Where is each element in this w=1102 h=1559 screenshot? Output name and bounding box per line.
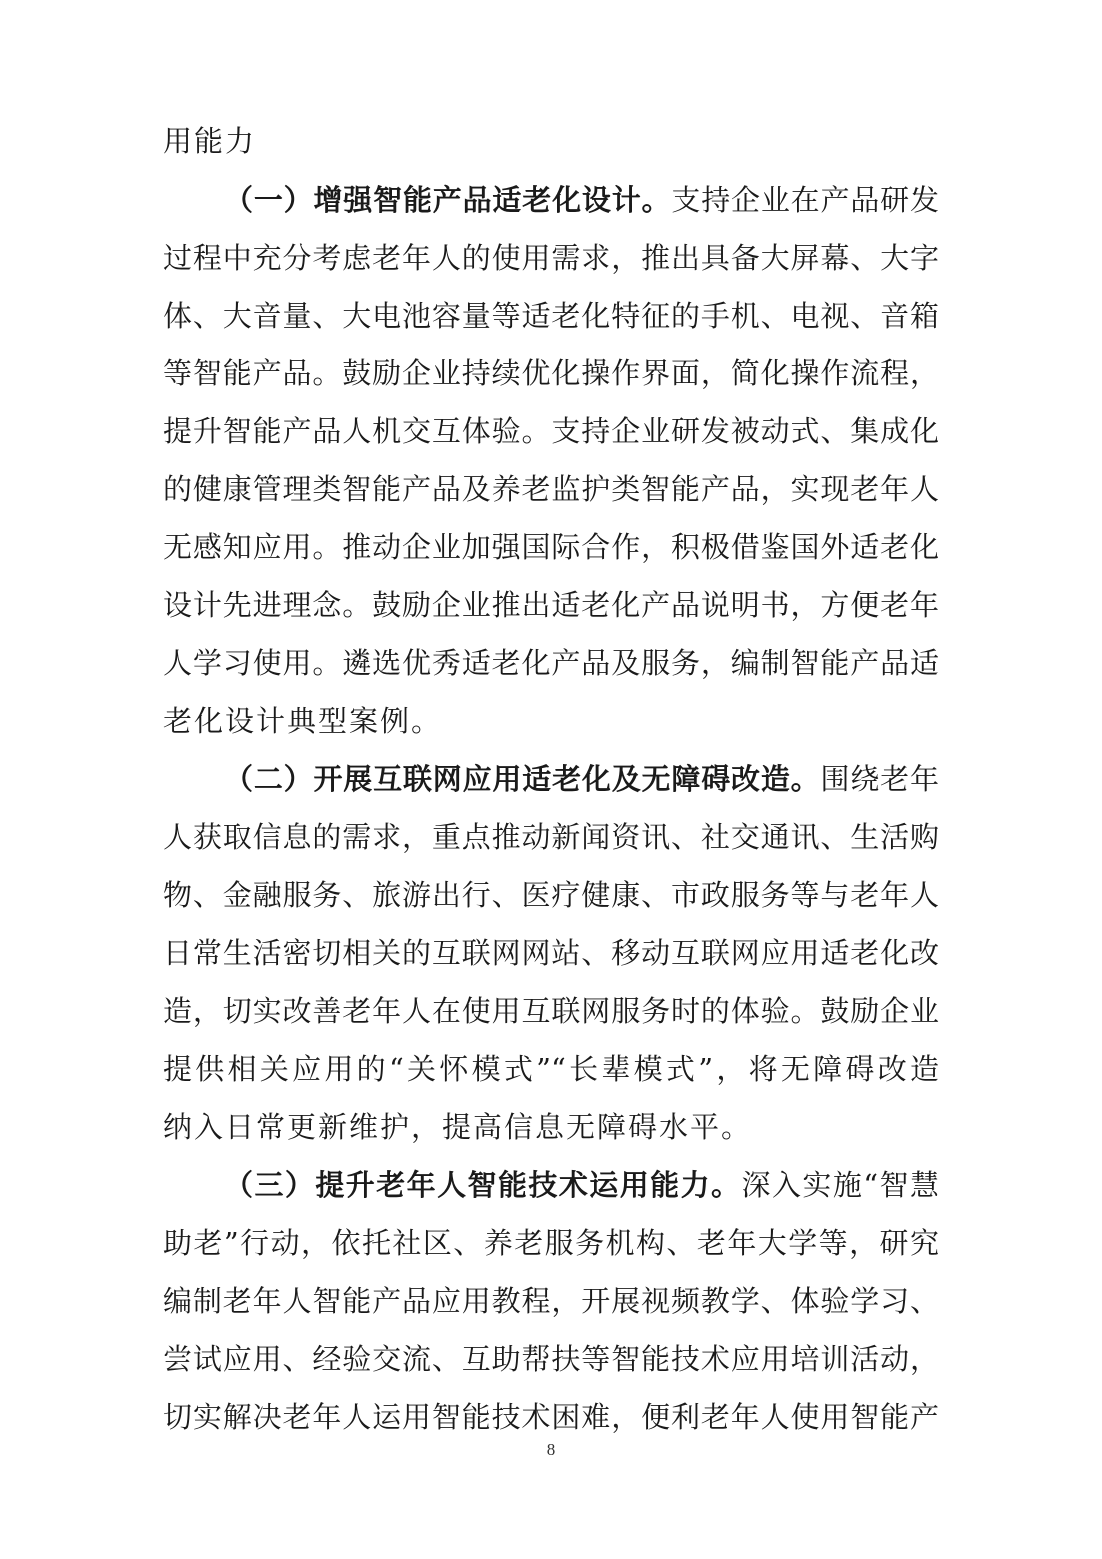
- page-number: 8: [546, 1440, 556, 1459]
- text-line: 等智能产品。鼓励企业持续优化操作界面，简化操作流程，: [163, 356, 939, 390]
- text-line: 尝试应用、经验交流、互助帮扶等智能技术应用培训活动，: [163, 1342, 939, 1376]
- text-line: 纳入日常更新维护，提高信息无障碍水平。: [163, 1110, 753, 1144]
- text-line: 的健康管理类智能产品及养老监护类智能产品，实现老年人: [163, 472, 939, 506]
- text-line: 编制老年人智能产品应用教程，开展视频教学、体验学习、: [163, 1284, 939, 1318]
- section-number: （一）: [224, 183, 314, 217]
- text-line: 用能力: [163, 124, 257, 158]
- section-heading: 开展互联网应用适老化及无障碍改造。: [313, 762, 821, 796]
- text-line: 人获取信息的需求，重点推动新闻资讯、社交通讯、生活购: [163, 820, 939, 854]
- text-line: 老化设计典型案例。: [163, 704, 443, 738]
- section-heading-line: （二）开展互联网应用适老化及无障碍改造。围绕老年: [224, 762, 939, 796]
- section-heading-line: （一）增强智能产品适老化设计。支持企业在产品研发: [224, 183, 939, 217]
- section-number: （二）: [224, 762, 314, 796]
- text-line: 提升智能产品人机交互体验。支持企业研发被动式、集成化: [163, 414, 939, 448]
- text-line: 助老”行动，依托社区、养老服务机构、老年大学等，研究: [163, 1226, 939, 1260]
- text-line: 过程中充分考虑老年人的使用需求，推出具备大屏幕、大字: [163, 241, 939, 275]
- text-line: 无感知应用。推动企业加强国际合作，积极借鉴国外适老化: [163, 530, 939, 564]
- text-line: 日常生活密切相关的互联网网站、移动互联网应用适老化改: [163, 936, 939, 970]
- text-line: 体、大音量、大电池容量等适老化特征的手机、电视、音箱: [163, 299, 939, 333]
- text-line: 切实解决老年人运用智能技术困难，便利老年人使用智能产: [163, 1400, 939, 1434]
- text-line: 设计先进理念。鼓励企业推出适老化产品说明书，方便老年: [163, 588, 939, 622]
- text-line: 物、金融服务、旅游出行、医疗健康、市政服务等与老年人: [163, 878, 939, 912]
- section-heading: 增强智能产品适老化设计。: [313, 183, 672, 217]
- text-line: 人学习使用。遴选优秀适老化产品及服务，编制智能产品适: [163, 646, 939, 680]
- section-number: （三）: [224, 1168, 316, 1202]
- section-heading-line: （三）提升老年人智能技术运用能力。深入实施“智慧: [224, 1168, 939, 1202]
- text-line: 造，切实改善老年人在使用互联网服务时的体验。鼓励企业: [163, 994, 939, 1028]
- text-line: 提供相关应用的“关怀模式”“长辈模式”，将无障碍改造: [163, 1052, 939, 1086]
- section-heading: 提升老年人智能技术运用能力。: [315, 1168, 742, 1202]
